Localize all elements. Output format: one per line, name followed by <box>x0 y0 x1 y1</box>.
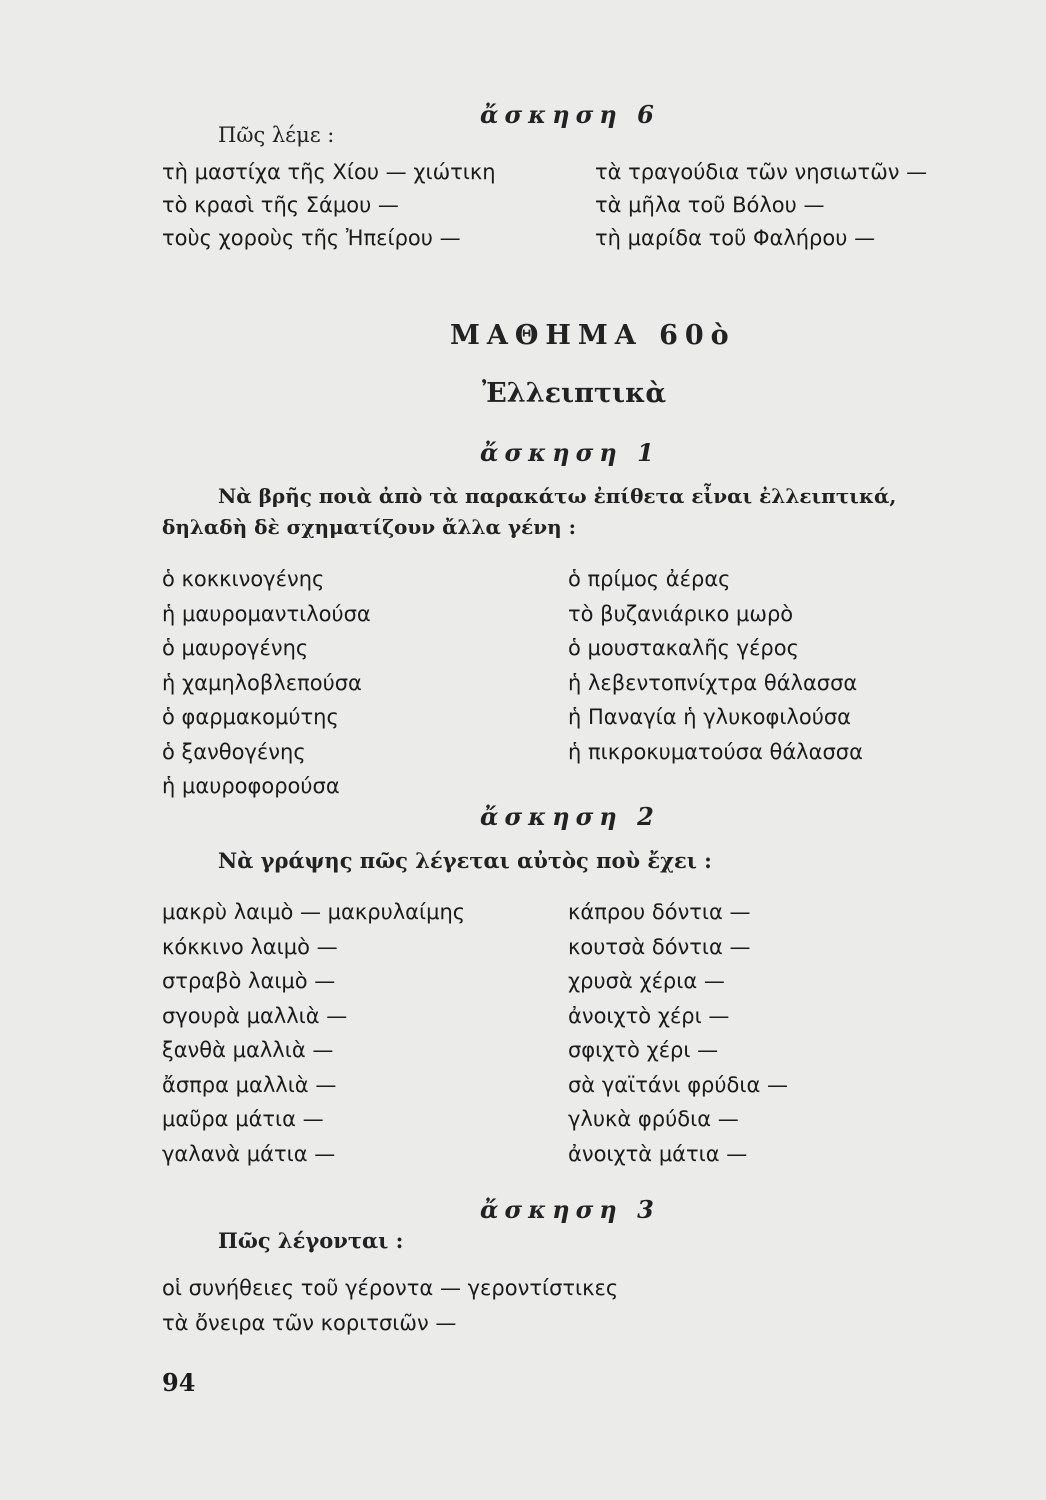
list-item: ὁ κοκκινογένης <box>162 567 325 591</box>
list-item: σὰ γαϊτάνι φρύδια — <box>568 1072 789 1097</box>
list-item: τὴ μαστίχα τῆς Χίου — χιώτικη <box>162 160 496 184</box>
list-item: ἡ μαυροφορούσα <box>162 774 340 798</box>
list-item: ὁ μαυρογένης <box>162 636 309 660</box>
list-item: τὴ μαρίδα τοῦ Φαλήρου — <box>595 226 876 250</box>
page-number: 94 <box>162 1368 196 1397</box>
list-item: ὁ πρίμος ἀέρας <box>568 567 731 591</box>
exercise-6-right-list <box>595 156 927 255</box>
exercise-1-instruction-line1: Νὰ βρῆς ποιὰ ἀπὸ τὰ παρακάτω ἐπίθετα εἶναι ἐλλειπτικά, <box>218 484 897 508</box>
list-item: ξανθὰ μαλλιὰ — <box>162 1038 334 1062</box>
list-item: κάπρου δόντια — <box>568 900 751 924</box>
list-item: τὸ κρασὶ τῆς Σάμου — <box>162 193 399 217</box>
list-item: ἡ πικροκυματούσα θάλασσα <box>568 739 863 764</box>
exercise-1-instruction-line2: δηλαδὴ δὲ σχηματίζουν ἄλλα γένη : <box>162 515 577 539</box>
list-item: μαῦρα μάτια — <box>162 1107 324 1131</box>
exercise-1-title: ἄσκηση 1 <box>480 438 660 467</box>
list-item: τὰ μῆλα τοῦ Βόλου — <box>595 193 825 217</box>
exercise-6-left-list <box>162 156 496 255</box>
exercise-3-title: ἄσκηση 3 <box>480 1195 660 1224</box>
list-item: ὁ μουστακαλῆς γέρος <box>568 636 799 660</box>
exercise-6-title: ἄσκηση 6 <box>480 100 660 129</box>
list-item: κόκκινο λαιμὸ — <box>162 934 338 959</box>
exercise-2-instruction: Νὰ γράψης πῶς λέγεται αὐτὸς ποὺ ἔχει : <box>218 848 712 873</box>
list-item: ὁ φαρμακομύτης <box>162 705 339 729</box>
list-item: ἡ μαυρομαντιλούσα <box>162 601 371 626</box>
list-item: μακρὺ λαιμὸ — μακρυλαίμης <box>162 900 466 924</box>
lesson-subtitle: Ἐλλειπτικὰ <box>482 378 667 409</box>
list-item: στραβὸ λαιμὸ — <box>162 969 336 993</box>
list-item: χρυσὰ χέρια — <box>568 969 725 993</box>
list-item: τοὺς χοροὺς τῆς Ἠπείρου — <box>162 226 461 250</box>
list-item: τὰ τραγούδια τῶν νησιωτῶν — <box>595 160 928 184</box>
list-item: ἀνοιχτὸ χέρι — <box>568 1003 730 1028</box>
list-item: τὸ βυζανιάρικο μωρὸ <box>568 601 794 626</box>
list-item: τὰ ὄνειρα τῶν κοριτσιῶν — <box>162 1311 457 1335</box>
list-item: σγουρὰ μαλλιὰ — <box>162 1003 348 1028</box>
exercise-2-right-list <box>568 895 788 1171</box>
exercise-6-prompt: Πῶς λέμε : <box>218 123 335 147</box>
list-item: ἄσπρα μαλλιὰ — <box>162 1072 337 1097</box>
exercise-1-left-list <box>162 562 371 804</box>
exercise-3-list <box>162 1271 618 1341</box>
exercise-2-title: ἄσκηση 2 <box>480 802 660 831</box>
lesson-title: ΜΑΘΗΜΑ 60ὸ <box>450 320 736 351</box>
exercise-1-right-list <box>568 562 863 769</box>
list-item: ἀνοιχτὰ μάτια — <box>568 1141 748 1166</box>
exercise-3-prompt: Πῶς λέγονται : <box>218 1228 404 1253</box>
list-item: σφιχτὸ χέρι — <box>568 1038 719 1062</box>
list-item: οἱ συνήθειες τοῦ γέροντα — γεροντίστικες <box>162 1276 619 1300</box>
list-item: ἡ λεβεντοπνίχτρα θάλασσα <box>568 670 858 695</box>
list-item: ὁ ξανθογένης <box>162 739 306 764</box>
exercise-2-left-list <box>162 895 465 1171</box>
list-item: κουτσὰ δόντια — <box>568 934 751 959</box>
list-item: γλυκὰ φρύδια — <box>568 1107 739 1131</box>
list-item: ἡ Παναγία ἡ γλυκοφιλούσα <box>568 705 851 729</box>
list-item: ἡ χαμηλοβλεπούσα <box>162 670 362 695</box>
list-item: γαλανὰ μάτια — <box>162 1141 336 1166</box>
